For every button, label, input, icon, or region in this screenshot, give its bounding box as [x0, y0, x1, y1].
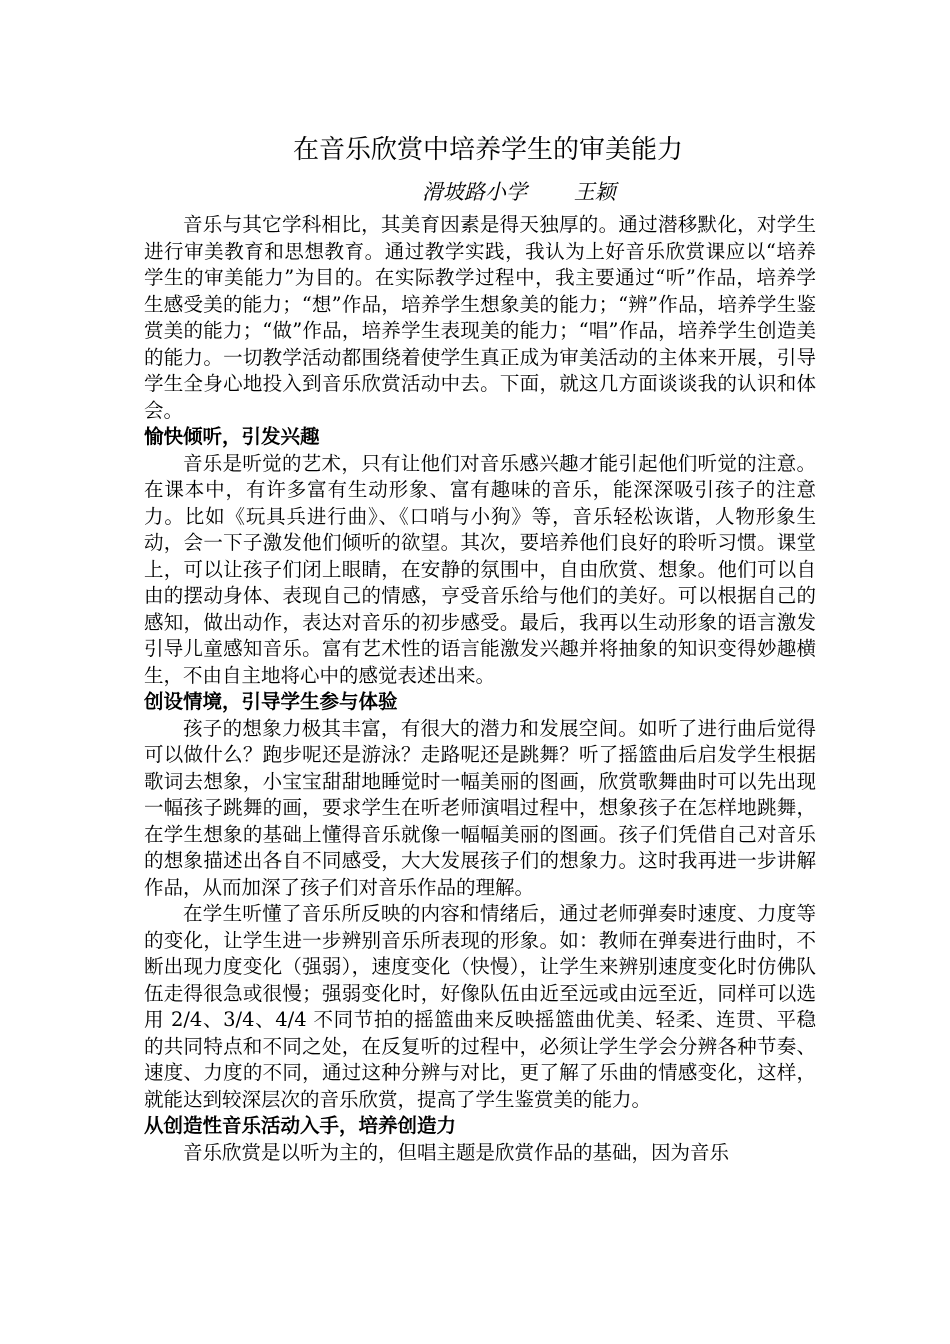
author-byline: 滑坡路小学 王颖 — [422, 180, 616, 204]
document-title: 在音乐欣赏中培养学生的审美能力 — [292, 135, 683, 165]
section-listening-paragraph: 音乐是听觉的艺术，只有让他们对音乐感兴趣才能引起他们听觉的注意。在课本中，有许多富有生动形象、富有趣味的音乐，能深深吸引孩子的注意力。比如《玩具兵进行曲》、《口哨与小狗》等，音乐轻松诙谐，人物形象生动，会一下子激发他们倾听的欲望。其次，要培养他们良好的聆听习惯。课堂上，可以让孩子们闭上眼睛，在安静的氛围中，自由欣赏、想象。他们可以自由的摆动身体、表现自己的情感，亨受音乐给与他们的美好。可以根据自己的感知，做出动作，表达对音乐的初步感受。最后，我再以生动形象的语言激发引导儿童感知音乐。富有艺术性的语言能激发兴趣并将抽象的知识变得妙趣横生，不由自主地将心中的感觉表述出来。 — [144, 451, 816, 687]
section-heading-creativity: 从创造性音乐活动入手，培养创造力 — [144, 1114, 457, 1137]
section-situation-paragraph-1: 孩子的想象力极其丰富，有很大的潜力和发展空间。如听了进行曲后觉得可以做什么？跑步呢还是游泳？走路呢还是跳舞？听了摇篮曲后启发学生根据歌词去想象，小宝宝甜甜地睡觉时一幅美丽的图画，欣赏歌舞曲时可以先出现一幅孩子跳舞的画，要求学生在听老师演唱过程中，想象孩子在怎样地跳舞，在学生想象的基础上懂得音乐就像一幅幅美丽的图画。孩子们凭借自己对音乐的想象描述出各自不同感受，大大发展孩子们的想象力。这时我再进一步讲解作品，从而加深了孩子们对音乐作品的理解。 — [144, 716, 816, 899]
section-creativity-paragraph: 音乐欣赏是以听为主的，但唱主题是欣赏作品的基础，因为音乐 — [183, 1140, 730, 1164]
section-situation-paragraph-2: 在学生听懂了音乐所反映的内容和情绪后，通过老师弹奏时速度、力度等的变化，让学生进一步辨别音乐所表现的形象。如：教师在弹奏进行曲时，不断出现力度变化（强弱），速度变化（快慢），让学生来辨别速度变化时仿佛队伍走得很急或很慢；强弱变化时，好像队伍由近至远或由远至近，同样可以选用 2/4、3/4、4/4 不同节拍的摇篮曲来反映摇篮曲优美、轻柔、连贯、平稳的共同特点和不同之处，在反复听的过程中，必须让学生学会分辨各种节奏、速度、力度的不同，通过这种分辨与对比，更了解了乐曲的情感变化，这样，就能达到较深层次的音乐欣赏，提高了学生鉴赏美的能力。 — [144, 902, 816, 1111]
document-body — [144, 128, 816, 1166]
intro-paragraph: 音乐与其它学科相比，其美育因素是得天独厚的。通过潜移默化，对学生进行审美教育和思想教育。通过教学实践，我认为上好音乐欣赏课应以“培养学生的审美能力”为目的。在实际教学过程中，我主要通过“听”作品，培养学生感受美的能力；“想”作品，培养学生想象美的能力；“辨”作品，培养学生鉴赏美的能力；“做”作品，培养学生表现美的能力；“唱”作品，培养学生创造美的能力。一切教学活动都围绕着使学生真正成为审美活动的主体来开展，引导学生全身心地投入到音乐欣赏活动中去。下面，就这几方面谈谈我的认识和体会。 — [144, 213, 816, 422]
section-heading-situation: 创设情境，引导学生参与体验 — [144, 690, 398, 713]
section-heading-listening: 愉快倾听，引发兴趣 — [144, 425, 320, 448]
